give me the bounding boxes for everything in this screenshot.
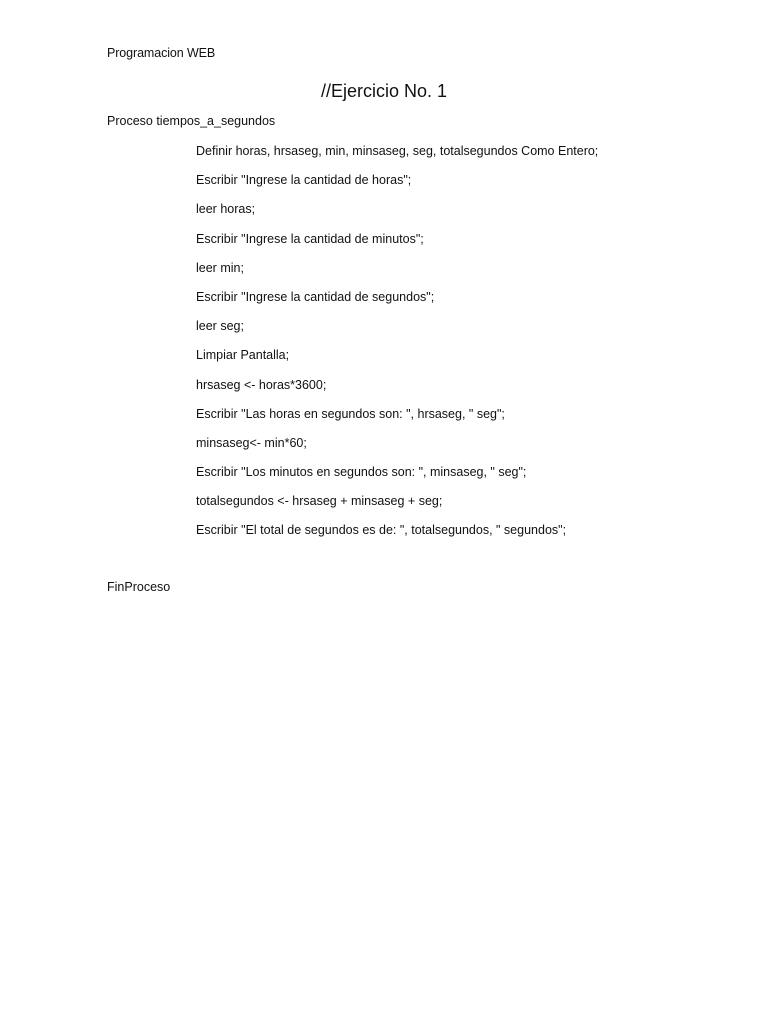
code-line: leer horas; bbox=[196, 202, 256, 217]
code-line: totalsegundos <- hrsaseg + minsaseg + seg; bbox=[196, 494, 443, 509]
code-body bbox=[196, 143, 598, 552]
code-line: minsaseg<- min*60; bbox=[196, 435, 307, 450]
code-line: leer seg; bbox=[196, 319, 244, 334]
code-line: Escribir "Ingrese la cantidad de segundos"; bbox=[196, 289, 435, 304]
process-start-line: Proceso tiempos_a_segundos bbox=[107, 114, 276, 128]
code-line: Definir horas, hrsaseg, min, minsaseg, seg, totalsegundos Como Entero; bbox=[196, 144, 599, 158]
process-end-line: FinProceso bbox=[107, 580, 171, 594]
code-line: Escribir "Ingrese la cantidad de horas"; bbox=[196, 173, 412, 188]
code-line: Escribir "Las horas en segundos son: ", hrsaseg, " seg"; bbox=[196, 406, 505, 421]
code-line: Escribir "Ingrese la cantidad de minutos"; bbox=[196, 231, 424, 246]
code-line: Escribir "Los minutos en segundos son: ", minsaseg, " seg"; bbox=[196, 465, 527, 480]
code-line: Limpiar Pantalla; bbox=[196, 348, 290, 363]
document-header: Programacion WEB bbox=[107, 46, 216, 60]
code-line: hrsaseg <- horas*3600; bbox=[196, 377, 327, 392]
code-line: leer min; bbox=[196, 260, 244, 275]
code-line: Escribir "El total de segundos es de: ", totalsegundos, " segundos"; bbox=[196, 523, 567, 538]
exercise-title bbox=[0, 81, 768, 102]
exercise-title-text: //Ejercicio No. 1 bbox=[320, 81, 448, 101]
